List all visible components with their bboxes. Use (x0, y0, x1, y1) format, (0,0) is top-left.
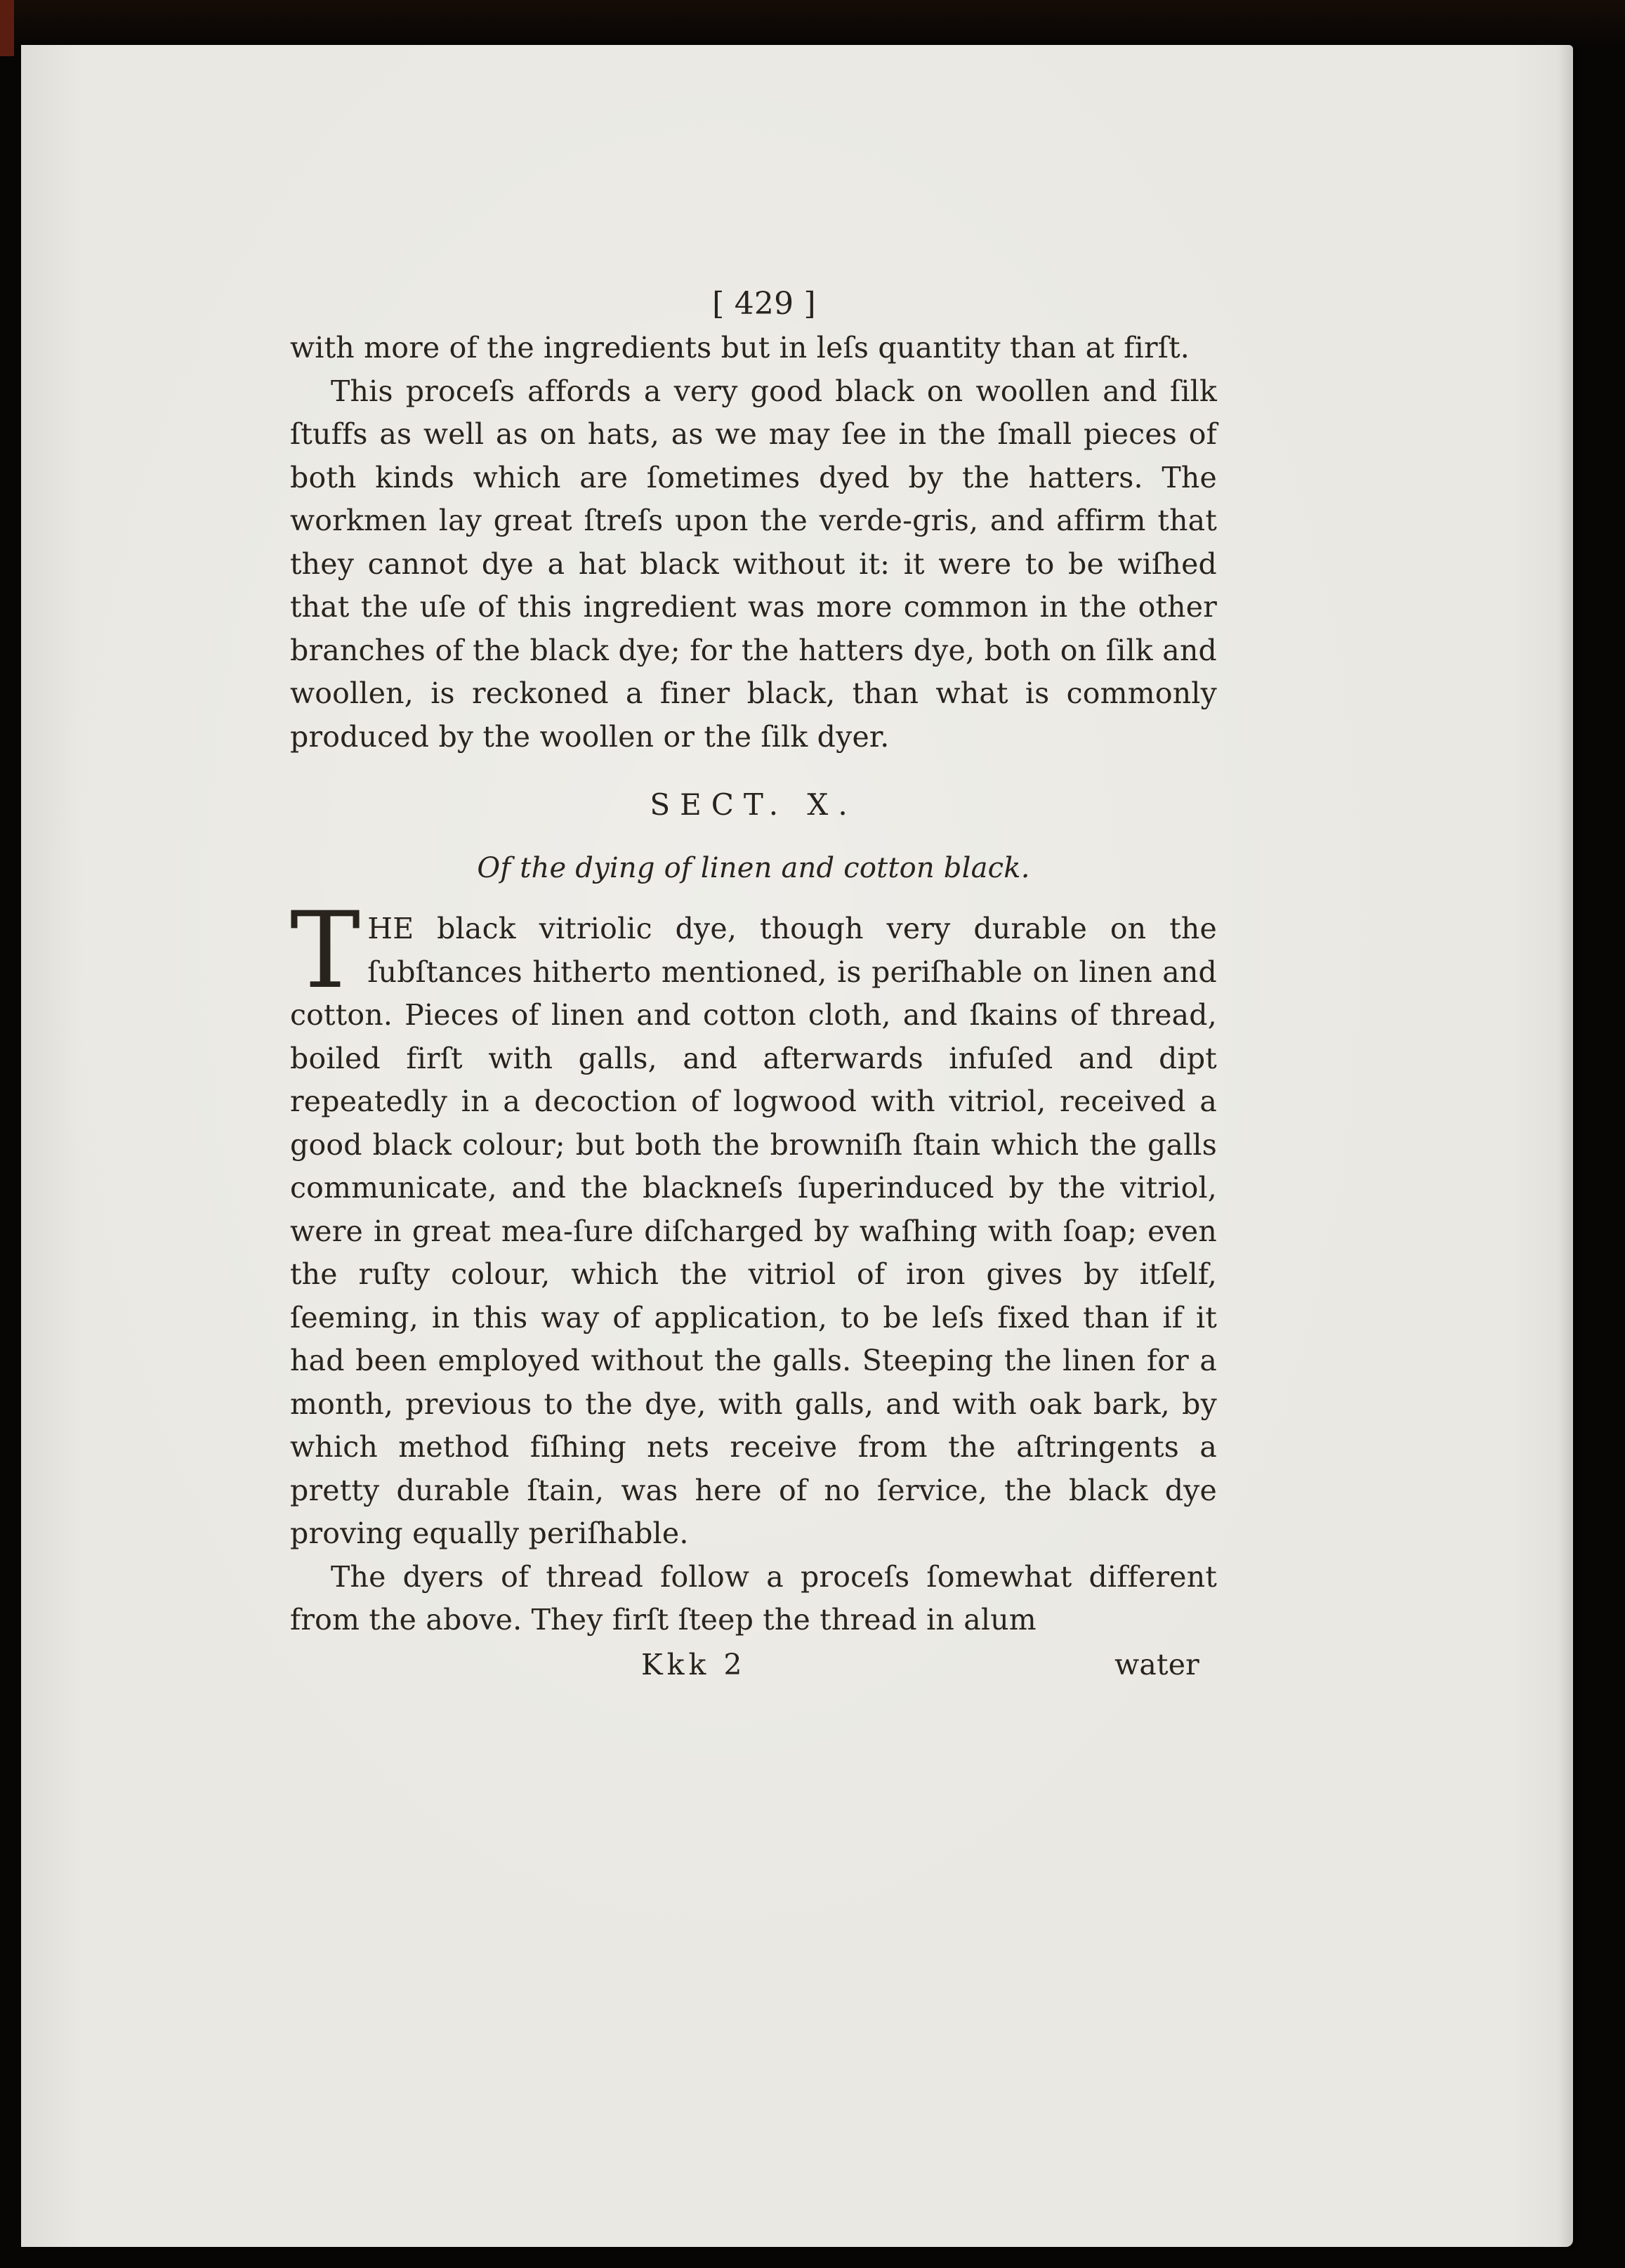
page-number-heading: [ 429 ] (712, 286, 816, 322)
catchword: water (1114, 1647, 1199, 1682)
paragraph-linen-cotton: THE black vitriolic dye, though very durable on the ſubſtances hitherto mentioned, is periſhable on linen and cotton. Pieces of linen and cotton cloth, and ſkains of thread, boiled firſt with galls, and afterwards infuſed and dipt repeatedly in a decoction of logwood with vitriol, received a good black colour; but both the browniſh ſtain which the galls communicate, and the blackneſs ſuperinduced by the vitriol, were in great mea-ſure diſcharged by waſhing with ſoap; even the ruſty colour, which the vitriol of iron gives by itſelf, ſeeming, in this way of application, to be leſs fixed than if it had been employed without the galls. Steeping the linen for a month, previous to the dye, with galls, and with oak bark, by which method fiſhing nets receive from the aſtringents a pretty durable ſtain, was here of no ſervice, the black dye proving equally periſhable. (290, 890, 1217, 1550)
page-footer (290, 1642, 1217, 1687)
paragraph-continuation: with more of the ingredients but in leſs quantity than at firſt. (290, 331, 1190, 365)
binding-stain (0, 0, 14, 56)
page-edge-shadow (1558, 45, 1573, 2247)
section-subtitle: Of the dying of linen and cotton black. (477, 852, 1030, 884)
text-block (290, 282, 1217, 1687)
book-page (21, 45, 1573, 2247)
signature-mark: Kkk 2 (641, 1647, 746, 1682)
paragraph-thread-dyers: The dyers of thread follow a proceſs ſomewhat different from the above. They firſt ſteep the thread in alum (290, 1559, 1217, 1637)
scan-top-edge (0, 0, 1625, 49)
paragraph-hatters-dye: This proceſs affords a very good black on woollen and ſilk ſtuffs as well as on hats, as we may ſee in the ſmall pieces of both kinds which are ſometimes dyed by the hatters. The workmen lay great ſtreſs upon the verde-gris, and affirm that they cannot dye a hat black without it: it were to be wiſhed that the uſe of this ingredient was more common in the other branches of the black dye; for the hatters dye, both on ſilk and woollen, is reckoned a finer black, than what is commonly produced by the woollen or the ſilk dyer. (290, 374, 1217, 754)
section-heading: SECT. X. (650, 787, 857, 822)
